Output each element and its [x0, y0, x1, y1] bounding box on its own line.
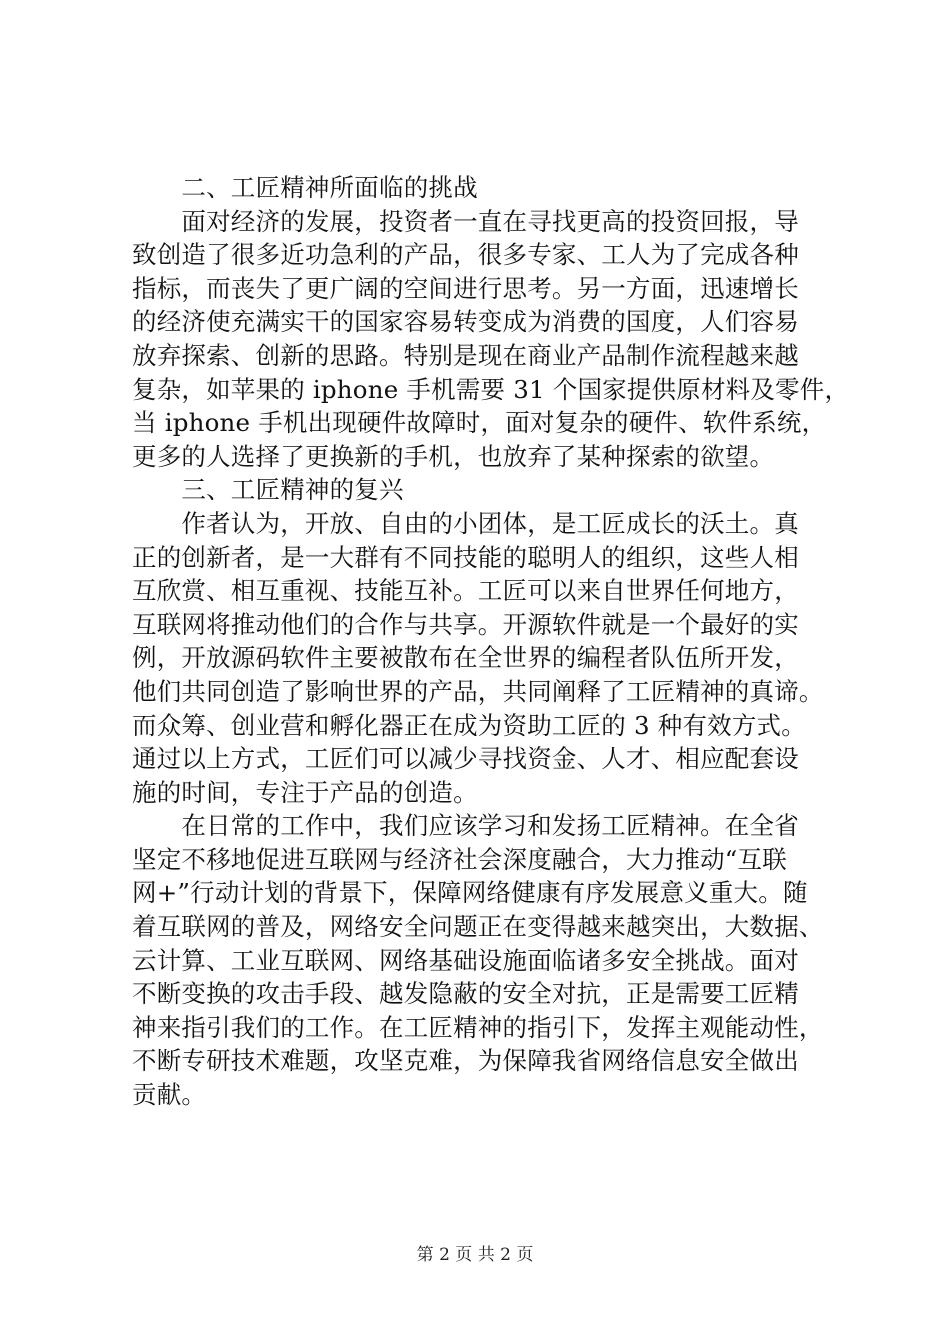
text-line: 网+”行动计划的背景下，保障网络健康有序发展意义重大。随 — [132, 878, 808, 908]
text-line: 神来指引我们的工作。在工匠精神的指引下，发挥主观能动性， — [132, 1012, 824, 1042]
text-line: 作者认为，开放、自由的小团体，是工匠成长的沃土。真 — [132, 508, 799, 538]
text-line: 着互联网的普及，网络安全问题正在变得越来越突出，大数据、 — [132, 912, 824, 942]
text-line: 互联网将推动他们的合作与共享。开源软件就是一个最好的实 — [132, 609, 799, 639]
text-line: 复杂，如苹果的 iphone 手机需要 31 个国家提供原材料及零件， — [132, 374, 850, 404]
text-line: 通过以上方式，工匠们可以减少寻找资金、人才、相应配套设 — [132, 744, 799, 774]
text-line: 施的时间，专注于产品的创造。 — [132, 777, 478, 807]
text-line: 当 iphone 手机出现硬件故障时，面对复杂的硬件、软件系统， — [132, 408, 827, 438]
text-line: 互欣赏、相互重视、技能互补。工匠可以来自世界任何地方， — [132, 576, 799, 606]
text-line: 坚定不移地促进互联网与经济社会深度融合，大力推动“互联 — [132, 844, 787, 874]
text-line: 在日常的工作中，我们应该学习和发扬工匠精神。在全省 — [132, 811, 799, 841]
text-line: 面对经济的发展，投资者一直在寻找更高的投资回报，导 — [132, 206, 799, 236]
document-body — [132, 171, 850, 1112]
text-line: 不断变换的攻击手段、越发隐蔽的安全对抗，正是需要工匠精 — [132, 979, 799, 1009]
text-line: 更多的人选择了更换新的手机，也放弃了某种探索的欲望。 — [132, 441, 775, 471]
page-number-footer: 第 2 页 共 2 页 — [416, 1245, 534, 1265]
text-line: 他们共同创造了影响世界的产品，共同阐释了工匠精神的真谛。 — [132, 676, 824, 706]
text-line: 不断专研技术难题，攻坚克难，为保障我省网络信息安全做出 — [132, 1046, 799, 1076]
text-line: 放弃探索、创新的思路。特别是现在商业产品制作流程越来越 — [132, 340, 799, 370]
text-line: 指标，而丧失了更广阔的空间进行思考。另一方面，迅速增长 — [132, 273, 799, 303]
text-line: 致创造了很多近功急利的产品，很多专家、工人为了完成各种 — [132, 240, 799, 270]
text-line: 的经济使充满实干的国家容易转变成为消费的国度，人们容易 — [132, 307, 799, 337]
text-line: 正的创新者，是一大群有不同技能的聪明人的组织，这些人相 — [132, 542, 799, 572]
text-line: 云计算、工业互联网、网络基础设施面临诸多安全挑战。面对 — [132, 945, 799, 975]
text-line: 例，开放源码软件主要被散布在全世界的编程者队伍所开发， — [132, 643, 799, 673]
text-line: 贡献。 — [132, 1080, 207, 1110]
section-heading: 三、工匠精神的复兴 — [132, 475, 404, 505]
text-line: 而众筹、创业营和孵化器正在成为资助工匠的 3 种有效方式。 — [132, 710, 806, 740]
section-heading: 二、工匠精神所面临的挑战 — [132, 173, 478, 202]
